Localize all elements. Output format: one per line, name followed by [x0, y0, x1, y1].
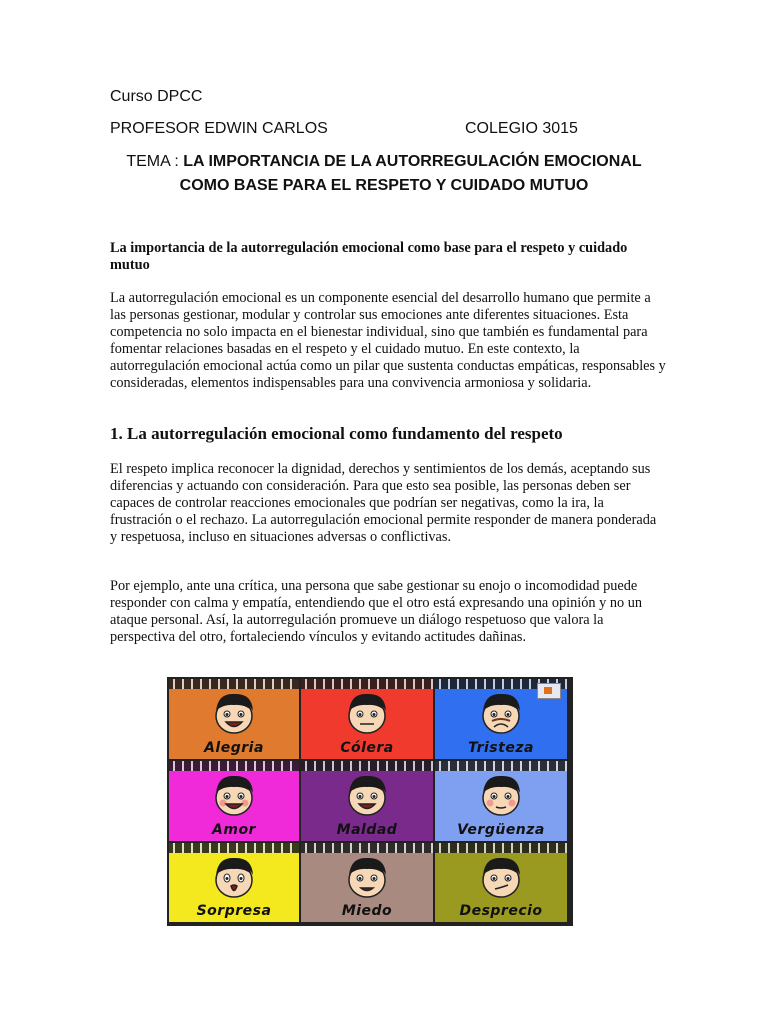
- emotion-tile: [301, 761, 433, 841]
- watermark-strip: [169, 679, 299, 689]
- topic-prefix: TEMA :: [126, 153, 184, 170]
- watermark-strip: [301, 843, 433, 853]
- watermark-strip: [169, 843, 299, 853]
- emotion-label: Miedo: [341, 903, 393, 919]
- emotion-tile: [169, 679, 299, 759]
- section-paragraph-1: El respeto implica reconocer la dignidad, derechos y sentimientos de los demás, aceptando sus diferencias y actuando con consideración. Para que esto sea posible, las personas deben ser capaces de controlar reacciones emocionales que podrían ser negativas, como la ira, la frustración o el rechazo. La autorregulación emocional permite responder de manera ponderada y respetuosa, incluso en situaciones adversas o conflictivas.: [110, 461, 657, 545]
- emotion-label: Sorpresa: [196, 903, 272, 919]
- watermark-strip: [435, 761, 567, 771]
- emotion-label: Vergüenza: [457, 822, 545, 838]
- emotion-label: Alegria: [204, 740, 264, 756]
- face-icon: [475, 773, 527, 819]
- face-icon: [208, 855, 260, 901]
- emotion-label: Amor: [212, 822, 256, 838]
- emotion-label: Cólera: [340, 740, 394, 756]
- watermark-strip: [301, 679, 433, 689]
- face-icon: [475, 855, 527, 901]
- emotion-tile: [169, 761, 299, 841]
- emotion-tile: [435, 843, 567, 922]
- corner-badge-icon: [537, 683, 561, 699]
- face-icon: [475, 691, 527, 737]
- emotion-label: Tristeza: [468, 740, 534, 756]
- emotion-label: Maldad: [336, 822, 398, 838]
- watermark-strip: [169, 761, 299, 771]
- face-icon: [341, 691, 393, 737]
- emotion-tile: [435, 761, 567, 841]
- face-icon: [341, 855, 393, 901]
- face-icon: [208, 691, 260, 737]
- topic-title: LA IMPORTANCIA DE LA AUTORREGULACIÓN EMOCIONAL COMO BASE PARA EL RESPETO Y CUIDADO MUTUO: [179, 153, 642, 194]
- intro-paragraph: La autorregulación emocional es un componente esencial del desarrollo humano que permite a las personas gestionar, modular y controlar sus emociones ante diferentes situaciones. Esta competencia no solo impacta en el bienestar individual, sino que también es fundamental para fomentar relaciones basadas en el respeto y el cuidado mutuo. En este contexto, la autorregulación emocional actúa como un pilar que sustenta conductas empáticas, responsables y consideradas, elementos indispensables para una convivencia armoniosa y solidaria.: [110, 290, 666, 391]
- emotion-tile: [301, 843, 433, 922]
- teacher-label: PROFESOR EDWIN CARLOS: [110, 120, 328, 137]
- emotion-tile: [301, 679, 433, 759]
- school-label: COLEGIO 3015: [465, 120, 578, 137]
- document-title: La importancia de la autorregulación emocional como base para el respeto y cuidado mutuo: [110, 240, 628, 273]
- emotion-tile: [169, 843, 299, 922]
- section-heading: 1. La autorregulación emocional como fundamento del respeto: [110, 424, 563, 443]
- section-paragraph-2: Por ejemplo, ante una crítica, una persona que sabe gestionar su enojo o incomodidad puede responder con calma y empatía, entendiendo que el otro está expresando una opinión y no un ataque personal. Así, la autorregulación promueve un diálogo respetuoso que valora la perspectiva del otro, fortaleciendo vínculos y evitando actitudes dañinas.: [110, 578, 642, 645]
- course-label: Curso DPCC: [110, 88, 203, 105]
- face-icon: [341, 773, 393, 819]
- emotion-tile: [435, 679, 567, 759]
- watermark-strip: [301, 761, 433, 771]
- face-icon: [208, 773, 260, 819]
- emotions-image: [167, 677, 573, 926]
- emotion-label: Desprecio: [459, 903, 543, 919]
- watermark-strip: [435, 843, 567, 853]
- topic-heading: [100, 150, 668, 198]
